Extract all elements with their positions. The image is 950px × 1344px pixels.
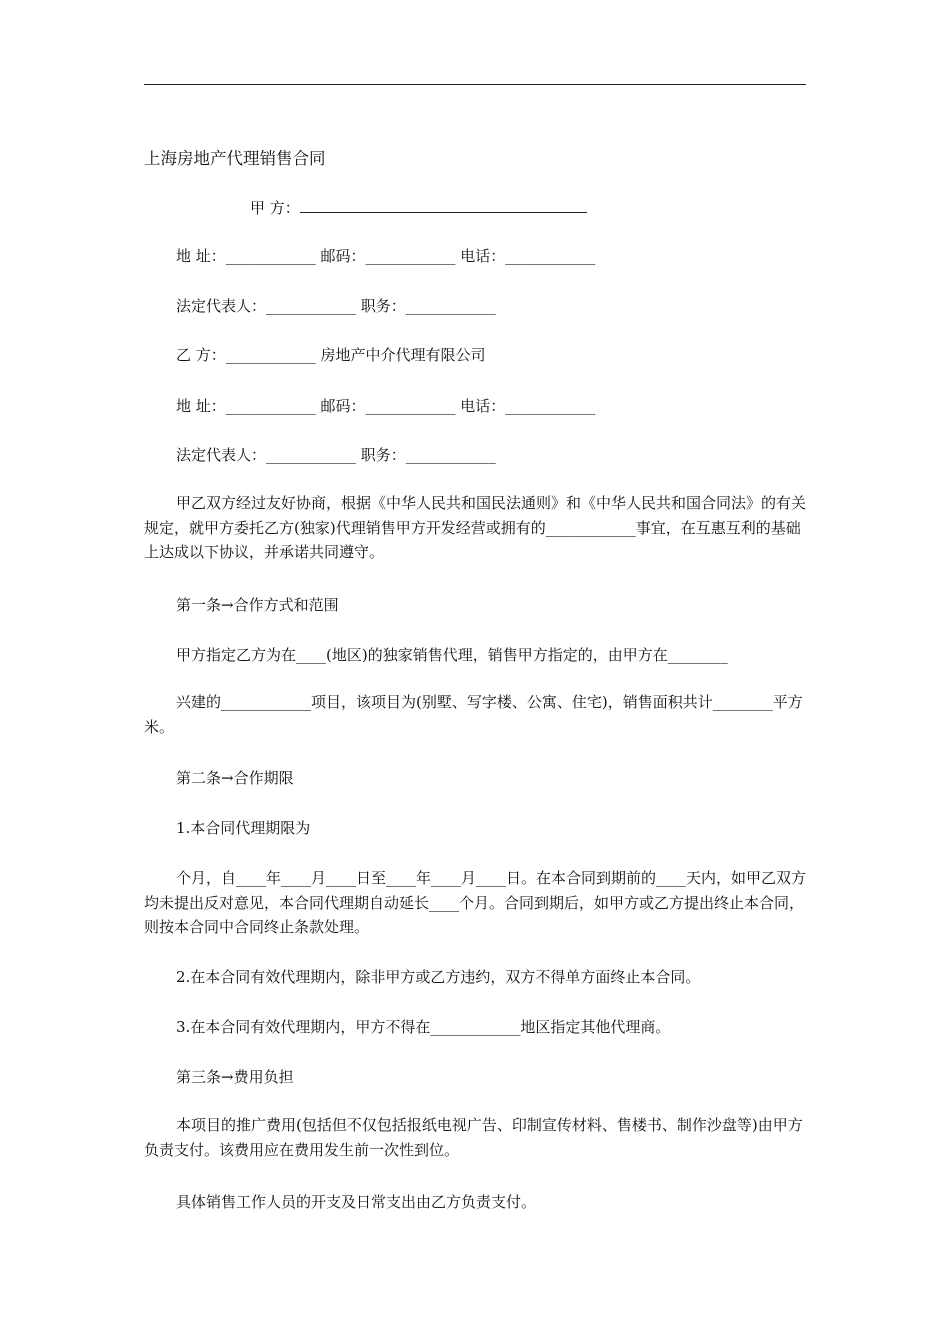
article2-item1-heading: 1.本合同代理期限为 xyxy=(176,819,311,837)
article3-heading: 第三条→费用负担 xyxy=(176,1068,294,1086)
article1-paragraph1: 甲方指定乙方为在____(地区)的独家销售代理，销售甲方指定的，由甲方在________ xyxy=(176,646,728,664)
intro-paragraph: 甲乙双方经过友好协商，根据《中华人民共和国民法通则》和《中华人民共和国合同法》的有关规定，就甲方委托乙方(独家)代理销售甲方开发经营或拥有的____________事宜，在互惠互利的基础上达成以下协议，并承诺共同遵守。 xyxy=(144,494,807,561)
article2-item2: 2.在本合同有效代理期内，除非甲方或乙方违约，双方不得单方面终止本合同。 xyxy=(176,968,701,986)
party-a-label: 甲 方： xyxy=(250,199,300,217)
party-b-representative: 法定代表人：____________ 职务：____________ xyxy=(176,446,496,464)
article2-item1-body: 个月，自____年____月____日至____年____月____日。在本合同到期前的____天内，如甲乙双方均未提出反对意见，本合同代理期自动延长____个月。合同到期后，如甲方或乙方提出终止本合同，则按本合同中合同终止条款处理。 xyxy=(144,869,807,936)
party-b-line: 乙 方：____________ 房地产中介代理有限公司 xyxy=(176,346,486,364)
header-rule xyxy=(144,84,806,85)
article3-paragraph1: 本项目的推广费用(包括但不仅包括报纸电视广告、印制宣传材料、售楼书、制作沙盘等)由甲方负责支付。该费用应在费用发生前一次性到位。 xyxy=(144,1116,803,1159)
article2-heading: 第二条→合作期限 xyxy=(176,769,294,787)
article2-item3: 3.在本合同有效代理期内，甲方不得在____________地区指定其他代理商。 xyxy=(176,1018,671,1036)
document-title: 上海房地产代理销售合同 xyxy=(144,149,326,168)
party-a-line xyxy=(250,200,587,217)
article1-heading: 第一条→合作方式和范围 xyxy=(176,596,339,614)
article3-paragraph2: 具体销售工作人员的开支及日常支出由乙方负责支付。 xyxy=(176,1193,537,1211)
article1-paragraph2: 兴建的____________项目，该项目为(别墅、写字楼、公寓、住宅)，销售面积共计________平方米。 xyxy=(144,693,803,736)
party-a-representative: 法定代表人：____________ 职务：____________ xyxy=(176,297,496,315)
party-b-contact: 地 址：____________ 邮码：____________ 电话：____________ xyxy=(176,397,596,415)
party-a-blank[interactable] xyxy=(300,200,587,213)
party-a-contact: 地 址：____________ 邮码：____________ 电话：____________ xyxy=(176,247,596,265)
